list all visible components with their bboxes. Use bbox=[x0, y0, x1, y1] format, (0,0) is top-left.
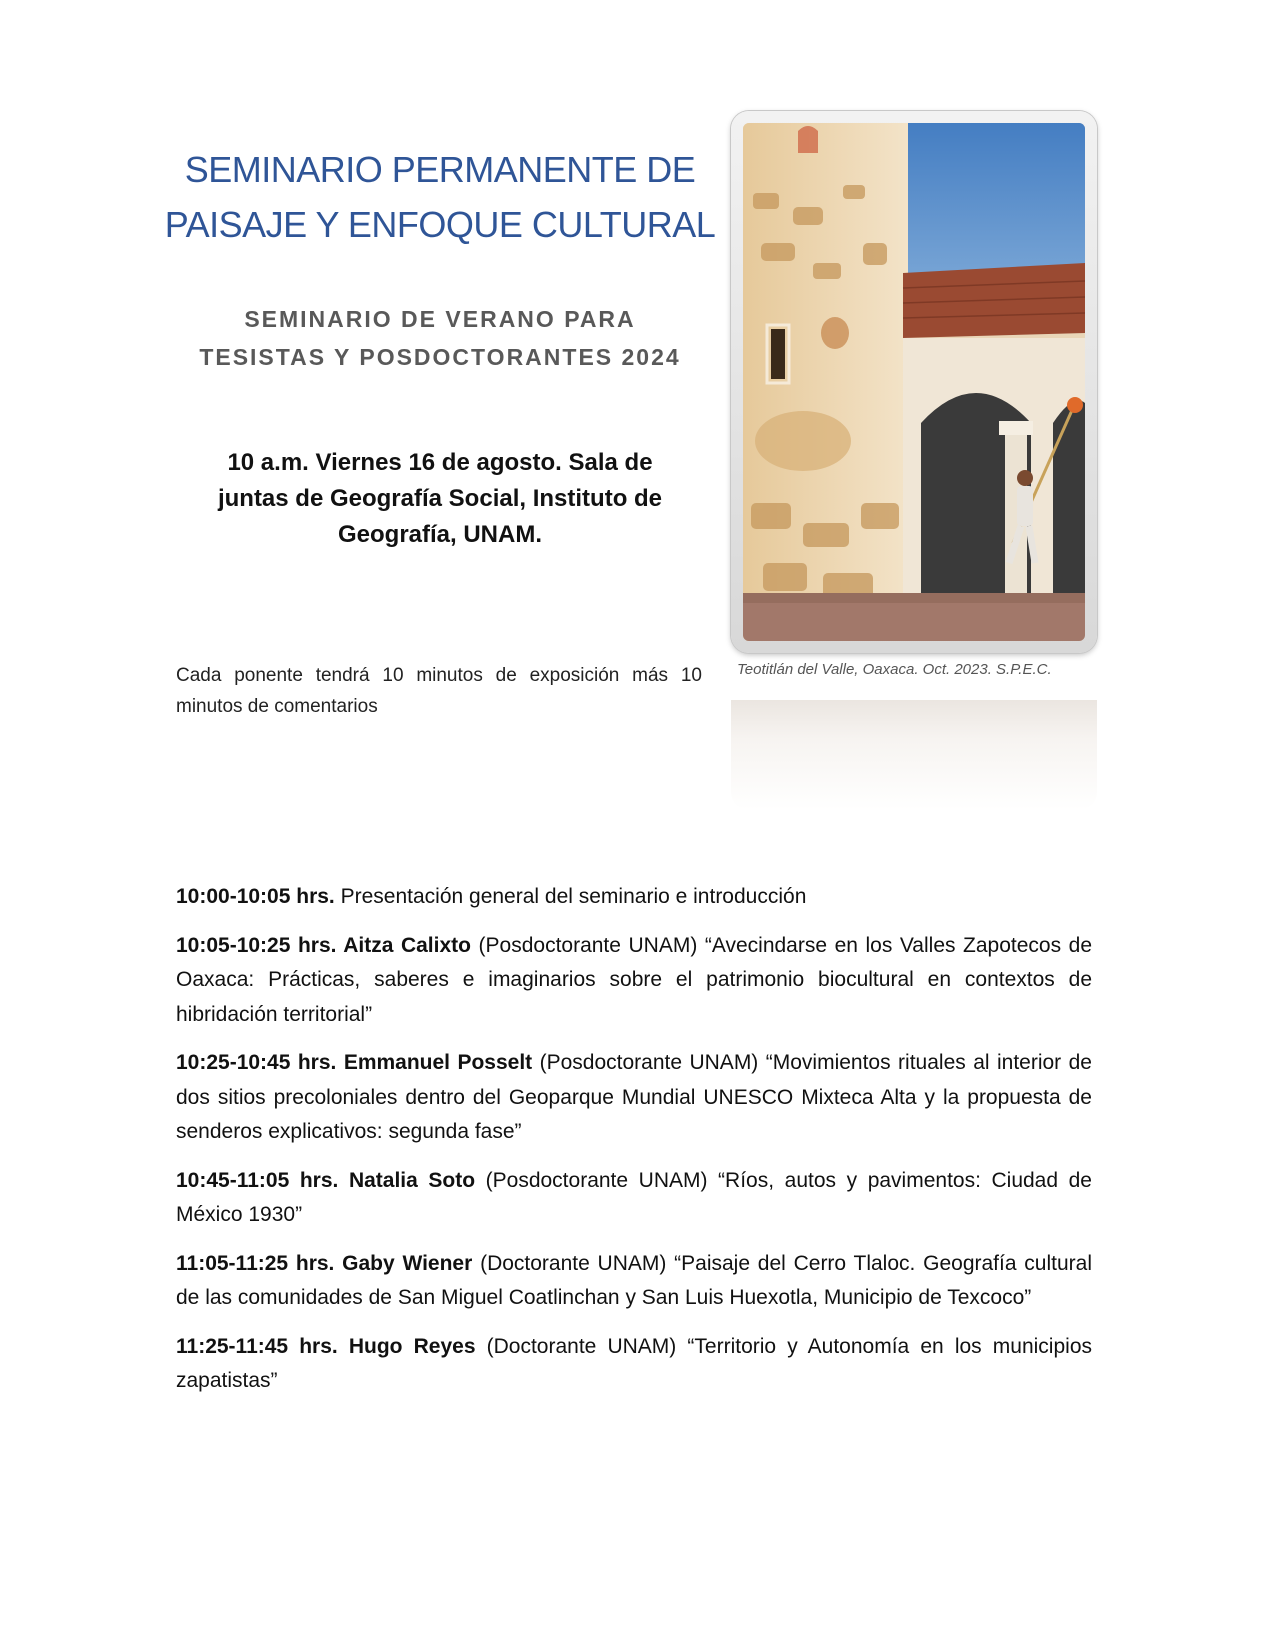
schedule-time: 10:00-10:05 hrs. bbox=[176, 885, 335, 908]
schedule-speaker: Hugo Reyes bbox=[337, 1334, 476, 1358]
subtitle-line-2: TESISTAS Y POSDOCTORANTES 2024 bbox=[199, 344, 681, 370]
schedule-description: (Posdoctorante UNAM) “Ríos, autos y pavimentos: Ciudad de México 1930” bbox=[176, 1168, 1092, 1226]
schedule-speaker: Gaby Wiener bbox=[334, 1251, 473, 1275]
schedule-time: 10:25-10:45 hrs. bbox=[176, 1051, 337, 1074]
schedule-time: 11:05-11:25 hrs. bbox=[176, 1251, 335, 1275]
schedule-time: 10:05-10:25 hrs. bbox=[176, 933, 337, 957]
photo-frame bbox=[731, 111, 1097, 653]
photo-caption: Teotitlán del Valle, Oaxaca. Oct. 2023. S.P.E.C. bbox=[737, 661, 1052, 678]
schedule-list bbox=[176, 880, 1092, 1413]
schedule-item bbox=[176, 929, 1092, 1033]
schedule-description: (Doctorante UNAM) “Paisaje del Cerro Tlaloc. Geografía cultural de las comunidades de San Miguel Coatlinchan y San Luis Huexotla, Municipio de Texcoco” bbox=[176, 1251, 1092, 1309]
schedule-description: Presentación general del seminario e introducción bbox=[334, 885, 807, 908]
schedule-speaker: Emmanuel Posselt bbox=[336, 1051, 533, 1074]
page-title bbox=[160, 142, 720, 252]
subtitle-line-1: SEMINARIO DE VERANO PARA bbox=[244, 306, 636, 332]
schedule-description: (Doctorante UNAM) “Territorio y Autonomía en los municipios zapatistas” bbox=[176, 1334, 1092, 1392]
schedule-speaker: Natalia Soto bbox=[338, 1168, 476, 1192]
title-line-1: SEMINARIO PERMANENTE DE bbox=[184, 149, 696, 190]
schedule-description: (Posdoctorante UNAM) “Avecindarse en los Valles Zapotecos de Oaxaca: Prácticas, saberes e imaginarios sobre el patrimonio biocultural en contextos de hibridación territorial” bbox=[176, 933, 1093, 1026]
title-line-2: PAISAJE Y ENFOQUE CULTURAL bbox=[164, 204, 716, 245]
schedule-item bbox=[176, 880, 1092, 915]
page-subtitle bbox=[160, 300, 720, 376]
schedule-item bbox=[176, 1247, 1092, 1316]
event-details: 10 a.m. Viernes 16 de agosto. Sala de juntas de Geografía Social, Instituto de Geografía, UNAM. bbox=[217, 449, 663, 548]
schedule-time: 10:45-11:05 hrs. bbox=[176, 1168, 339, 1192]
photo-teotitlan bbox=[743, 123, 1085, 641]
schedule-description: (Posdoctorante UNAM) “Movimientos rituales al interior de dos sitios precoloniales dentro del Geoparque Mundial UNESCO Mixteca Alta y la propuesta de senderos explicativos: segunda fase” bbox=[176, 1051, 1092, 1143]
schedule-time: 11:25-11:45 hrs. bbox=[176, 1334, 338, 1358]
photo-reflection bbox=[731, 700, 1097, 810]
schedule-speaker: Aitza Calixto bbox=[336, 933, 471, 957]
schedule-item bbox=[176, 1046, 1092, 1150]
format-note: Cada ponente tendrá 10 minutos de exposición más 10 minutos de comentarios bbox=[176, 665, 702, 717]
window-slit bbox=[771, 329, 785, 379]
schedule-item bbox=[176, 1164, 1092, 1233]
schedule-item bbox=[176, 1330, 1092, 1399]
